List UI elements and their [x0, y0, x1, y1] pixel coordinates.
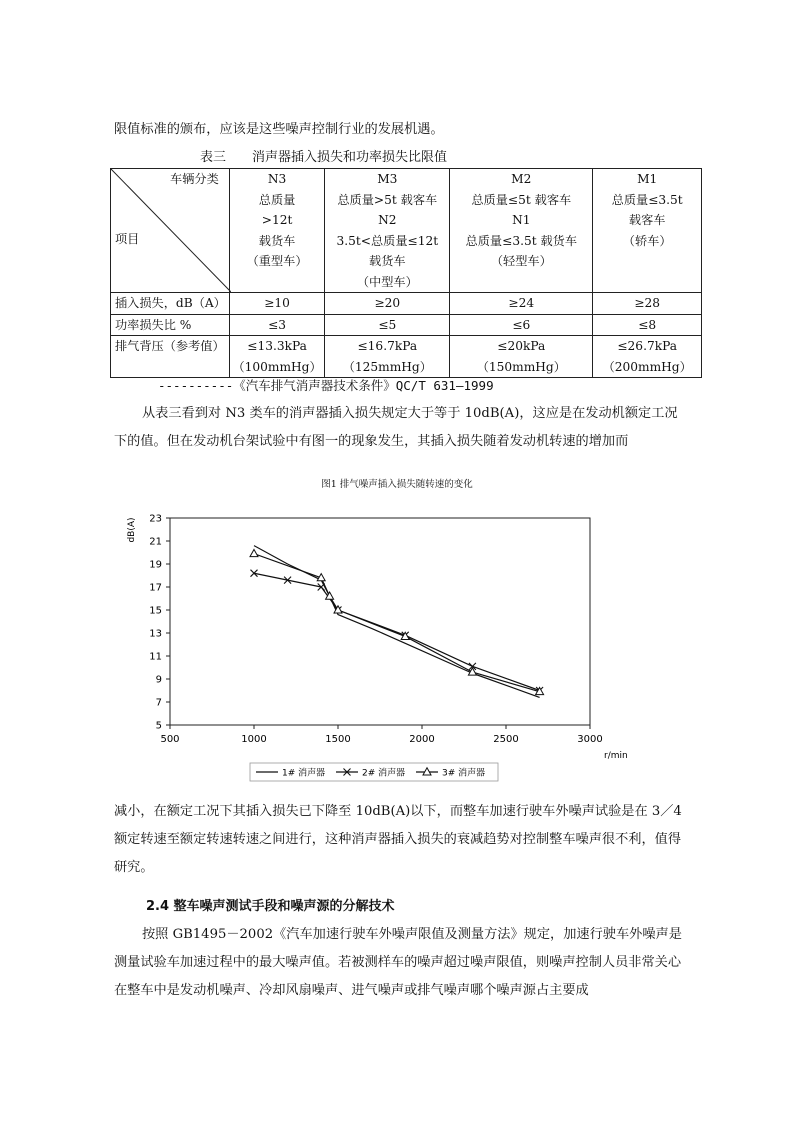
- header-line: 载客车: [628, 213, 666, 227]
- x-tick-label: 1000: [241, 734, 267, 745]
- x-axis-label: r/min: [604, 751, 628, 761]
- header-line: 载货车: [258, 233, 296, 248]
- header-line: N3: [267, 172, 287, 186]
- header-line: N2: [378, 213, 397, 227]
- chart-legend: [250, 763, 498, 781]
- x-tick-label: 500: [160, 734, 180, 745]
- triangle-marker: [250, 549, 258, 556]
- header-line: M1: [637, 172, 658, 186]
- header-col: [450, 169, 593, 293]
- table-cell: ≥10: [229, 293, 325, 315]
- table-caption-label: 表三: [200, 150, 227, 165]
- header-col: [593, 169, 702, 293]
- table-row: [111, 336, 702, 378]
- header-line: M2: [511, 172, 532, 186]
- header-line: >12t: [261, 213, 293, 227]
- row-label: 插入损失，dB（A）: [111, 293, 230, 315]
- chart-ticks: [149, 514, 602, 746]
- table-header-row: [111, 169, 702, 293]
- header-line: （中型车）: [356, 274, 418, 289]
- series-line: [254, 554, 540, 692]
- cell-line: ≤13.3kPa: [247, 339, 307, 353]
- header-line: 总质量≤5t 载客车: [471, 192, 572, 207]
- table-row: [111, 293, 702, 315]
- table-cell: [593, 336, 702, 378]
- cell-line: （100mmHg）: [232, 359, 322, 374]
- header-col: [325, 169, 450, 293]
- header-line: （轻型车）: [490, 254, 552, 268]
- y-tick-label: 5: [155, 720, 162, 732]
- table-caption-title: 消声器插入损失和功率损失比限值: [252, 150, 448, 165]
- cell-line: ≤20kPa: [497, 339, 546, 353]
- limit-table: [110, 168, 702, 378]
- figure-title: 图1 排气噪声插入损失随转速的变化: [321, 479, 473, 490]
- x-tick-label: 2500: [493, 734, 519, 745]
- y-tick-label: 21: [149, 536, 162, 548]
- cell-line: （200mmHg）: [602, 359, 692, 374]
- paragraph-2: 减小，在额定工况下其插入损失已下降至 10dB(A)以下，而整车加速行驶车外噪声试验是在 3／4 额定转速至额定转速转速之间进行，这种消声器插入损失的衰减趋势对控制整车噪声很不利，值得研究。: [114, 804, 682, 875]
- chart-series: [250, 546, 544, 698]
- cell-line: （150mmHg）: [476, 359, 566, 374]
- insertion-loss-chart: [120, 498, 680, 788]
- header-line: 载货车: [369, 254, 406, 268]
- x-tick-label: 1500: [325, 734, 351, 745]
- y-tick-label: 11: [149, 651, 162, 663]
- row-label: 功率损失比 %: [111, 314, 230, 336]
- plot-frame: [170, 518, 590, 725]
- table-cell: ≥28: [593, 293, 702, 315]
- section-heading: 2.4 整车噪声测试手段和噪声源的分解技术: [146, 899, 395, 914]
- y-tick-label: 17: [149, 582, 162, 594]
- header-line: N1: [512, 213, 531, 227]
- table-cell: ≥24: [450, 293, 593, 315]
- header-line: （轿车）: [622, 233, 672, 248]
- y-tick-label: 19: [149, 559, 162, 571]
- y-tick-label: 9: [155, 674, 162, 686]
- table-cell: ≤3: [229, 314, 325, 336]
- header-col: [229, 169, 325, 293]
- y-tick-label: 23: [149, 513, 162, 525]
- x-tick-label: 2000: [409, 734, 435, 745]
- table-cell: [325, 336, 450, 378]
- table-cell: [229, 336, 325, 378]
- header-line: （重型车）: [246, 254, 308, 268]
- cell-line: ≤16.7kPa: [357, 339, 418, 353]
- y-tick-label: 7: [155, 697, 162, 709]
- table-cell: ≤6: [450, 314, 593, 336]
- header-line: M3: [377, 172, 398, 186]
- y-tick-label: 15: [149, 605, 162, 617]
- table-cell: ≥20: [325, 293, 450, 315]
- table-source: ----------《汽车排气消声器技术条件》QC/T 631—1999: [158, 378, 494, 393]
- table-cell: [450, 336, 593, 378]
- legend-label: 2# 消声器: [362, 768, 406, 779]
- header-line: 总质量>5t 载客车: [337, 192, 438, 207]
- table-cell: ≤5: [325, 314, 450, 336]
- header-line: 3.5t<总质量≤12t: [336, 233, 439, 248]
- header-vehicle-class: 车辆分类: [170, 172, 219, 186]
- cell-line: （125mmHg）: [342, 359, 432, 374]
- header-line: 总质量: [258, 192, 296, 207]
- paragraph-3: 按照 GB1495－2002《汽车加速行驶车外噪声限值及测量方法》规定，加速行驶车外噪声是测量试验车加速过程中的最大噪声值。若被测样车的噪声超过噪声限值，则噪声控制人员非常关心在整车中是发动机噪声、冷却风扇噪声、进气噪声或排气噪声哪个噪声源占主要成: [114, 927, 682, 998]
- series-3: [250, 549, 544, 694]
- legend-label: 3# 消声器: [442, 768, 486, 779]
- paragraph-1: 从表三看到对 N3 类车的消声器插入损失规定大于等于 10dB(A)，这应是在发动机额定工况下的值。但在发动机台架试验中有图一的现象发生，其插入损失随着发动机转速的增加而: [114, 406, 678, 449]
- header-line: 总质量≤3.5t 载货车: [465, 233, 578, 248]
- legend-label: 1# 消声器: [282, 768, 326, 779]
- series-line: [254, 573, 540, 690]
- x-tick-label: 3000: [577, 734, 603, 745]
- row-label: 排气背压（参考值）: [111, 336, 230, 378]
- chart-axes: [170, 518, 590, 725]
- header-line: 总质量≤3.5t: [611, 192, 683, 207]
- header-item: 项目: [115, 232, 140, 246]
- table-cell: ≤8: [593, 314, 702, 336]
- diagonal-header-cell: [111, 169, 230, 293]
- table-row: [111, 314, 702, 336]
- cell-line: ≤26.7kPa: [617, 339, 677, 353]
- y-axis-label: dB(A): [127, 517, 137, 543]
- intro-line: 限值标准的颁布，应该是这些噪声控制行业的发展机遇。: [114, 122, 444, 137]
- y-tick-label: 13: [149, 628, 162, 640]
- series-2: [251, 570, 544, 694]
- table-caption: [200, 146, 473, 165]
